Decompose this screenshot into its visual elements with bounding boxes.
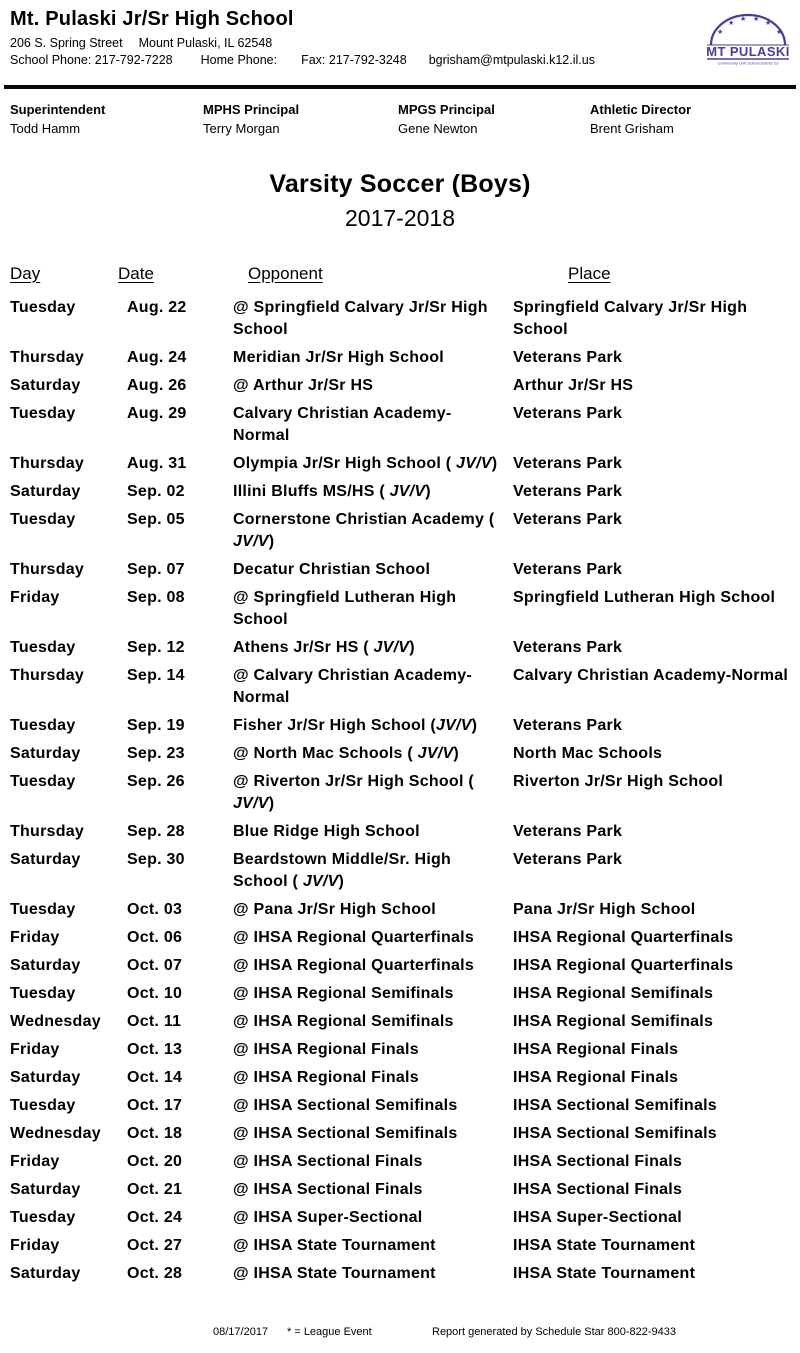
staff-superintendent [10,102,105,136]
schedule-row [10,375,792,397]
address-street: 206 S. Spring Street [10,36,123,50]
cell-place: IHSA Regional Semifinals [513,1013,714,1030]
column-header-date: Date [118,264,154,283]
cell-date: Sep. 08 [127,589,185,606]
cell-day: Thursday [10,561,85,578]
title-block [0,170,800,232]
cell-date: Oct. 17 [127,1097,183,1114]
column-header-opponent: Opponent [248,264,323,283]
cell-opponent: Decatur Christian School [233,561,431,578]
cell-day: Tuesday [10,773,76,790]
cell-day: Friday [10,589,60,606]
staff-mpgs-principal [398,102,495,136]
cell-date: Oct. 24 [127,1209,183,1226]
schedule-row [10,849,792,893]
cell-opponent: @ IHSA Sectional Semifinals [233,1125,458,1142]
page-title: Varsity Soccer (Boys) [269,170,531,198]
cell-opponent: Cornerstone Christian Academy ( JV/V) [233,511,495,550]
fax-number: Fax: 217-792-3248 [301,53,407,67]
staff-athletic-director [590,102,691,136]
schedule-row [10,1151,792,1173]
logo-stars-icon [717,15,782,36]
cell-place: Veterans Park [513,639,623,656]
cell-opponent: @ Arthur Jr/Sr HS [233,377,374,394]
cell-date: Sep. 30 [127,851,185,868]
cell-place: IHSA Sectional Semifinals [513,1097,717,1114]
cell-place: Veterans Park [513,349,623,366]
staff-name: Todd Hamm [10,121,81,136]
cell-place: IHSA Sectional Semifinals [513,1125,717,1142]
cell-place: Veterans Park [513,823,623,840]
cell-day: Saturday [10,483,81,500]
cell-opponent: @ IHSA Super-Sectional [233,1209,423,1226]
cell-date: Aug. 31 [127,455,187,472]
schedule-row [10,637,792,659]
column-header-day: Day [10,264,41,283]
schedule-row [10,1039,792,1061]
school-contact-line [10,53,595,67]
schedule-row [10,1011,792,1033]
cell-date: Sep. 23 [127,745,185,762]
cell-date: Sep. 19 [127,717,185,734]
cell-place: IHSA Regional Quarterfinals [513,957,734,974]
cell-place: Veterans Park [513,851,623,868]
schedule-row [10,587,792,631]
cell-place: Veterans Park [513,511,623,528]
schedule-row [10,403,792,447]
schedule-row [10,509,792,553]
address-city: Mount Pulaski, IL 62548 [138,36,273,50]
schedule-row [10,715,792,737]
school-name: Mt. Pulaski Jr/Sr High School [10,8,294,30]
cell-date: Oct. 11 [127,1013,182,1030]
cell-place: North Mac Schools [513,745,663,762]
cell-date: Oct. 20 [127,1153,183,1170]
cell-day: Wednesday [10,1125,101,1142]
cell-opponent: @ North Mac Schools ( JV/V) [233,745,459,762]
schedule-row [10,665,792,709]
cell-place: Veterans Park [513,561,623,578]
cell-day: Saturday [10,1069,81,1086]
cell-day: Friday [10,929,60,946]
schedule-row [10,821,792,843]
cell-date: Aug. 29 [127,405,187,422]
svg-text:★: ★ [717,29,724,36]
cell-day: Tuesday [10,511,76,528]
school-phone: School Phone: 217-792-7228 [10,53,173,67]
staff-name: Gene Newton [398,121,478,136]
generated-by: Report generated by Schedule Star 800-822-9433 [432,1326,677,1338]
cell-date: Oct. 10 [127,985,183,1002]
cell-date: Oct. 03 [127,901,183,918]
cell-day: Tuesday [10,405,76,422]
cell-date: Sep. 07 [127,561,185,578]
schedule-row [10,1095,792,1117]
cell-opponent: Beardstown Middle/Sr. High School ( JV/V) [233,851,452,890]
cell-opponent: Olympia Jr/Sr High School ( JV/V) [233,455,498,472]
schedule-row [10,1179,792,1201]
logo-subtext: Community Unit School District 23 [717,60,779,66]
cell-place: Arthur Jr/Sr HS [513,377,634,394]
cell-date: Oct. 27 [127,1237,183,1254]
cell-day: Wednesday [10,1013,101,1030]
report-date: 08/17/2017 [213,1326,269,1338]
svg-text:★: ★ [740,16,747,23]
cell-place: Veterans Park [513,717,623,734]
staff-role: MPGS Principal [398,102,495,117]
staff-row [0,102,800,142]
cell-day: Friday [10,1153,60,1170]
cell-place: IHSA Sectional Finals [513,1153,683,1170]
cell-date: Sep. 26 [127,773,185,790]
schedule-row [10,983,792,1005]
cell-day: Tuesday [10,639,76,656]
cell-opponent: @ IHSA Regional Finals [233,1041,419,1058]
cell-place: Veterans Park [513,455,623,472]
schedule-row [10,899,792,921]
cell-opponent: Meridian Jr/Sr High School [233,349,444,366]
cell-opponent: @ IHSA Regional Quarterfinals [233,929,474,946]
cell-opponent: @ IHSA State Tournament [233,1237,436,1254]
report-footer [0,1326,800,1342]
svg-text:★: ★ [776,29,783,36]
schedule-row [10,743,792,765]
schedule-row [10,955,792,977]
cell-opponent: Fisher Jr/Sr High School (JV/V) [233,717,478,734]
staff-name: Terry Morgan [203,121,280,136]
cell-day: Saturday [10,377,81,394]
cell-date: Sep. 28 [127,823,185,840]
cell-date: Aug. 24 [127,349,187,366]
cell-date: Aug. 26 [127,377,187,394]
cell-date: Oct. 18 [127,1125,183,1142]
cell-day: Saturday [10,957,81,974]
cell-date: Sep. 12 [127,639,185,656]
school-address [10,36,288,50]
schedule-row [10,1067,792,1089]
cell-day: Tuesday [10,1097,76,1114]
cell-day: Thursday [10,349,85,366]
cell-place: Springfield Calvary Jr/Sr High School [513,299,748,338]
cell-date: Oct. 28 [127,1265,183,1282]
header-divider [4,85,796,89]
cell-place: Pana Jr/Sr High School [513,901,696,918]
cell-place: IHSA State Tournament [513,1265,696,1282]
staff-mphs-principal [203,102,299,136]
cell-opponent: Illini Bluffs MS/HS ( JV/V) [233,483,431,500]
schedule-row [10,297,792,341]
cell-opponent: @ IHSA State Tournament [233,1265,436,1282]
staff-role: MPHS Principal [203,102,300,117]
schedule-row [10,559,792,581]
cell-place: Veterans Park [513,483,623,500]
staff-role: Superintendent [10,102,106,117]
cell-place: IHSA Super-Sectional [513,1209,682,1226]
schedule-row [10,481,792,503]
cell-day: Saturday [10,1181,81,1198]
home-phone-label: Home Phone: [200,53,278,67]
cell-place: IHSA State Tournament [513,1237,696,1254]
cell-opponent: @ IHSA Regional Quarterfinals [233,957,474,974]
cell-opponent: @ Riverton Jr/Sr High School ( JV/V) [233,773,474,812]
schedule-row [10,1235,792,1257]
schedule-row [10,1123,792,1145]
cell-opponent: @ IHSA Sectional Finals [233,1153,423,1170]
schedule-row [10,927,792,949]
staff-role: Athletic Director [590,102,692,117]
cell-day: Thursday [10,455,85,472]
league-legend: * = League Event [287,1326,372,1338]
svg-text:★: ★ [728,20,735,27]
schedule-row [10,453,792,475]
cell-day: Saturday [10,851,81,868]
cell-place: IHSA Sectional Finals [513,1181,683,1198]
cell-opponent: @ IHSA Regional Finals [233,1069,419,1086]
cell-date: Oct. 13 [127,1041,183,1058]
cell-day: Thursday [10,667,85,684]
svg-text:★: ★ [765,20,772,27]
cell-place: IHSA Regional Semifinals [513,985,714,1002]
cell-opponent: @ Calvary Christian Academy-Normal [233,667,472,706]
cell-day: Tuesday [10,985,76,1002]
schedule-header-row [10,264,792,284]
cell-day: Thursday [10,823,85,840]
cell-opponent: Athens Jr/Sr HS ( JV/V) [233,639,415,656]
cell-place: IHSA Regional Finals [513,1041,679,1058]
schedule-row [10,347,792,369]
cell-opponent: @ IHSA Sectional Semifinals [233,1097,458,1114]
cell-day: Tuesday [10,299,76,316]
cell-place: Springfield Lutheran High School [513,589,776,606]
cell-date: Oct. 06 [127,929,183,946]
column-header-place: Place [568,264,611,283]
cell-place: Riverton Jr/Sr High School [513,773,724,790]
cell-date: Oct. 07 [127,957,183,974]
cell-day: Friday [10,1041,60,1058]
cell-day: Friday [10,1237,60,1254]
cell-opponent: @ Springfield Calvary Jr/Sr High School [233,299,488,338]
cell-place: IHSA Regional Quarterfinals [513,929,734,946]
cell-place: IHSA Regional Finals [513,1069,679,1086]
logo-text: MT PULASKI [706,44,790,59]
schedule-table [10,264,792,1291]
cell-day: Saturday [10,1265,81,1282]
cell-opponent: Blue Ridge High School [233,823,420,840]
schedule-row [10,771,792,815]
cell-opponent: Calvary Christian Academy-Normal [233,405,452,444]
cell-day: Tuesday [10,1209,76,1226]
cell-date: Oct. 14 [127,1069,183,1086]
cell-date: Oct. 21 [127,1181,183,1198]
cell-opponent: @ Springfield Lutheran High School [233,589,457,628]
cell-date: Sep. 14 [127,667,185,684]
cell-date: Sep. 05 [127,511,185,528]
cell-date: Sep. 02 [127,483,185,500]
schedule-row [10,1263,792,1285]
cell-opponent: @ IHSA Regional Semifinals [233,985,454,1002]
svg-text:★: ★ [753,16,760,23]
season-label: 2017-2018 [345,205,455,231]
cell-place: Veterans Park [513,405,623,422]
staff-name: Brent Grisham [590,121,674,136]
cell-opponent: @ IHSA Sectional Finals [233,1181,423,1198]
cell-date: Aug. 22 [127,299,187,316]
schedule-row [10,1207,792,1229]
contact-email: bgrisham@mtpulaski.k12.il.us [428,53,595,67]
cell-day: Tuesday [10,717,76,734]
cell-day: Tuesday [10,901,76,918]
schedule-rows [10,297,792,1285]
cell-day: Saturday [10,745,81,762]
cell-opponent: @ IHSA Regional Semifinals [233,1013,454,1030]
cell-place: Calvary Christian Academy-Normal [513,667,789,684]
cell-opponent: @ Pana Jr/Sr High School [233,901,436,918]
school-logo [704,12,792,68]
